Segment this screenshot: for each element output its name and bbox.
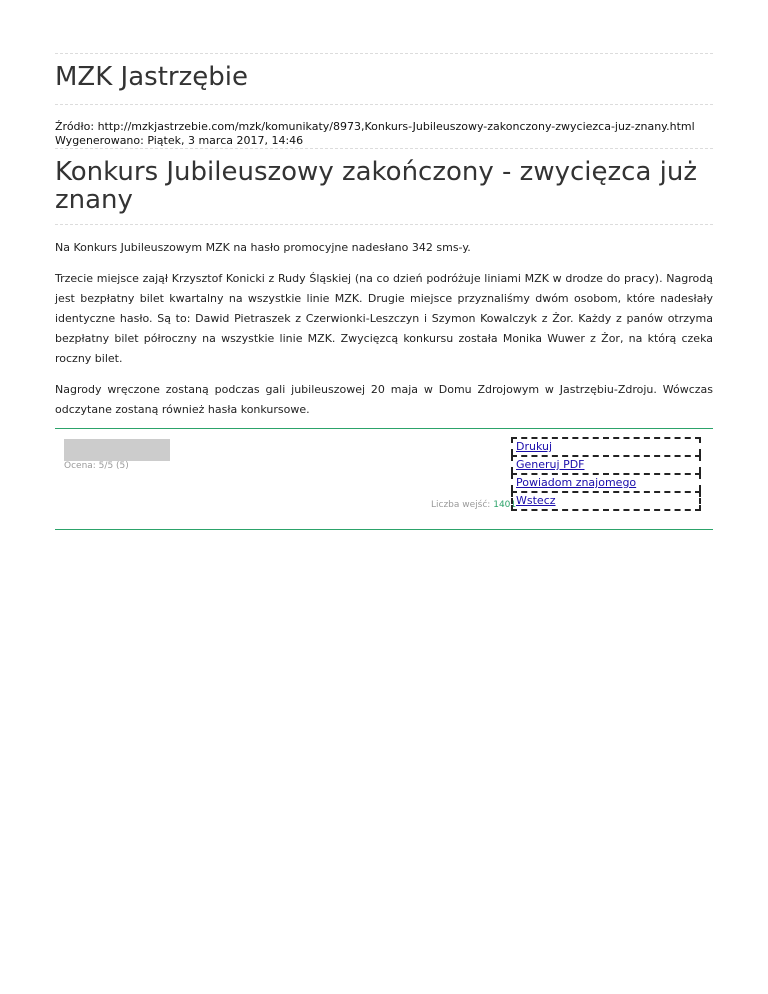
divider xyxy=(55,224,713,225)
divider xyxy=(55,104,713,105)
rating-label: Ocena: 5/5 (5) xyxy=(64,461,129,471)
visits-label: Liczba wejść: xyxy=(431,500,491,510)
article-title: Konkurs Jubileuszowy zakończony - zwycięzca już znany xyxy=(55,157,697,215)
generate-pdf-link[interactable]: Generuj PDF xyxy=(511,455,701,473)
rating-bar[interactable] xyxy=(64,439,170,461)
back-link[interactable]: Wstecz xyxy=(511,491,701,511)
visit-counter xyxy=(431,500,516,510)
notify-friend-link[interactable]: Powiadom znajomego xyxy=(511,473,701,491)
print-link[interactable]: Drukuj xyxy=(511,437,701,455)
article-body xyxy=(55,238,713,431)
source-line: Źródło: http://mzkjastrzebie.com/mzk/komunikaty/8973,Konkurs-Jubileuszowy-zakonczony-zwyciezca-juz-znany.html xyxy=(55,120,695,133)
article-footer xyxy=(55,428,713,530)
article-actions xyxy=(511,437,701,511)
site-title: MZK Jastrzębie xyxy=(55,62,248,92)
divider xyxy=(55,148,713,149)
generated-line: Wygenerowano: Piątek, 3 marca 2017, 14:46 xyxy=(55,134,304,147)
meta-info xyxy=(55,120,695,148)
article-paragraph: Nagrody wręczone zostaną podczas gali jubileuszowej 20 maja w Domu Zdrojowym w Jastrzębiu-Zdroju. Wówczas odczytane zostaną również hasła konkursowe. xyxy=(55,383,713,416)
visits-count: 1401 xyxy=(493,500,517,510)
article-paragraph: Na Konkurs Jubileuszowym MZK na hasło promocyjne nadesłano 342 sms-y. xyxy=(55,241,471,254)
divider xyxy=(55,53,713,54)
article-paragraph: Trzecie miejsce zajął Krzysztof Konicki z Rudy Śląskiej (na co dzień podróżuje liniami MZK w drodze do pracy). Nagrodą jest bezpłatny bilet kwartalny na wszystkie linie MZK. Drugie miejsce przyznaliśmy dwóm osobom, które nadesłały identyczne hasło. Są to: Dawid Pietraszek z Czerwionki-Leszczyn i Szymon Kowalczyk z Żor. Każdy z panów otrzyma bezpłatny bilet półroczny na wszystkie linie MZK. Zwycięzcą konkursu została Monika Wuwer z Żor, na którą czeka roczny bilet. xyxy=(55,272,713,365)
